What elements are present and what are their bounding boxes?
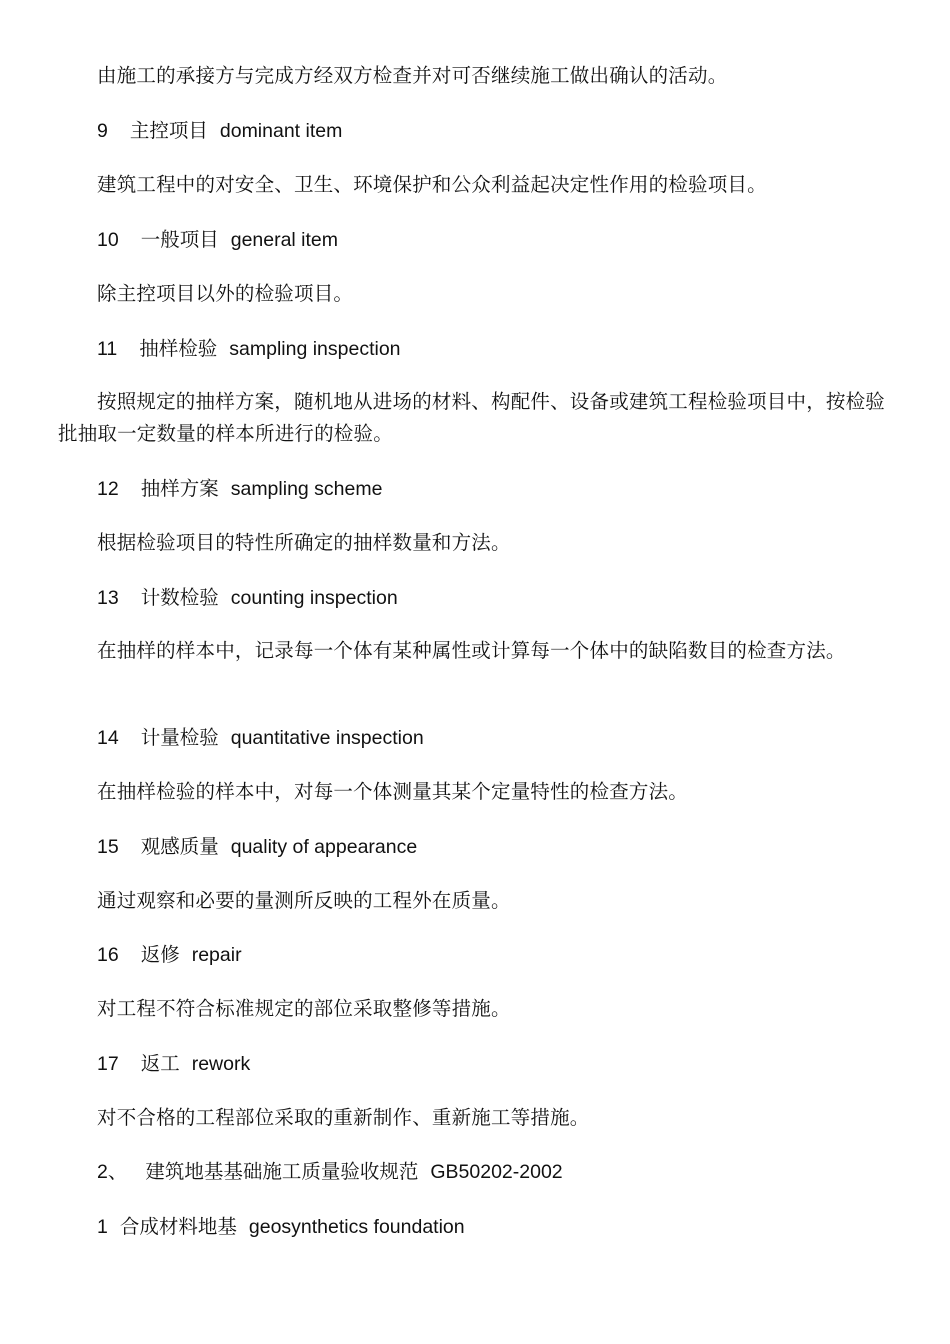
term-english: sampling inspection (229, 338, 401, 360)
term-number: 14 (97, 727, 119, 749)
paragraph-inspection-definition: 由施工的承接方与完成方经双方检查并对可否继续施工做出确认的活动。 (97, 64, 728, 87)
term-number: 12 (97, 478, 119, 500)
term-heading-9 (97, 119, 342, 143)
term-chinese: 观感质量 (140, 835, 219, 858)
section-title: 建筑地基基础施工质量验收规范 (145, 1160, 419, 1183)
term-number: 15 (97, 836, 119, 858)
paragraph-counting-inspection: 在抽样的样本中，记录每一个体有某种属性或计算每一个体中的缺陷数目的检查方法。 (97, 639, 846, 662)
term-heading-s2-1 (97, 1215, 465, 1239)
term-chinese: 计数检验 (140, 586, 219, 609)
term-heading-12 (97, 477, 382, 501)
term-number: 17 (97, 1053, 119, 1075)
term-heading-15 (97, 835, 417, 859)
term-number: 11 (97, 338, 118, 360)
term-english: dominant item (219, 120, 343, 142)
paragraph-repair: 对工程不符合标准规定的部位采取整修等措施。 (97, 997, 511, 1020)
term-chinese: 抽样检验 (139, 337, 218, 360)
term-english: counting inspection (230, 587, 398, 609)
term-chinese: 合成材料地基 (119, 1215, 237, 1238)
term-english: quantitative inspection (230, 727, 424, 749)
section-heading-2 (97, 1160, 563, 1184)
paragraph-sampling-inspection: 按照规定的抽样方案，随机地从进场的材料、构配件、设备或建筑工程检验项目中，按检验批抽取一定数量的样本所进行的检验。 (58, 390, 886, 445)
term-number: 13 (97, 587, 119, 609)
term-english: general item (230, 229, 339, 251)
paragraph-rework: 对不合格的工程部位采取的重新制作、重新施工等措施。 (97, 1106, 590, 1129)
term-chinese: 主控项目 (129, 119, 208, 142)
term-english: rework (191, 1053, 251, 1075)
term-chinese: 一般项目 (140, 228, 219, 251)
term-chinese: 计量检验 (140, 726, 219, 749)
section-number: 2、 (97, 1161, 128, 1183)
term-heading-13 (97, 586, 398, 610)
term-english: sampling scheme (230, 478, 383, 500)
term-english: quality of appearance (230, 836, 418, 858)
paragraph-sampling-scheme: 根据检验项目的特性所确定的抽样数量和方法。 (97, 531, 511, 554)
term-number: 16 (97, 944, 119, 966)
term-heading-16 (97, 943, 242, 967)
section-code: GB50202-2002 (430, 1161, 563, 1183)
term-english: repair (191, 944, 242, 966)
paragraph-dominant-item: 建筑工程中的对安全、卫生、环境保护和公众利益起决定性作用的检验项目。 (97, 173, 767, 196)
paragraph-quantitative-inspection: 在抽样检验的样本中，对每一个体测量其某个定量特性的检查方法。 (97, 780, 689, 803)
term-number: 9 (97, 120, 108, 142)
term-english: geosynthetics foundation (248, 1216, 465, 1238)
paragraph-quality-of-appearance: 通过观察和必要的量测所反映的工程外在质量。 (97, 889, 511, 912)
paragraph-general-item: 除主控项目以外的检验项目。 (97, 282, 354, 305)
term-chinese: 返修 (140, 943, 180, 966)
term-chinese: 返工 (140, 1052, 180, 1075)
term-heading-17 (97, 1052, 250, 1076)
term-heading-11 (97, 337, 401, 361)
term-number: 10 (97, 229, 119, 251)
term-chinese: 抽样方案 (140, 477, 219, 500)
term-heading-14 (97, 726, 424, 750)
term-number: 1 (97, 1216, 108, 1238)
term-heading-10 (97, 228, 338, 252)
